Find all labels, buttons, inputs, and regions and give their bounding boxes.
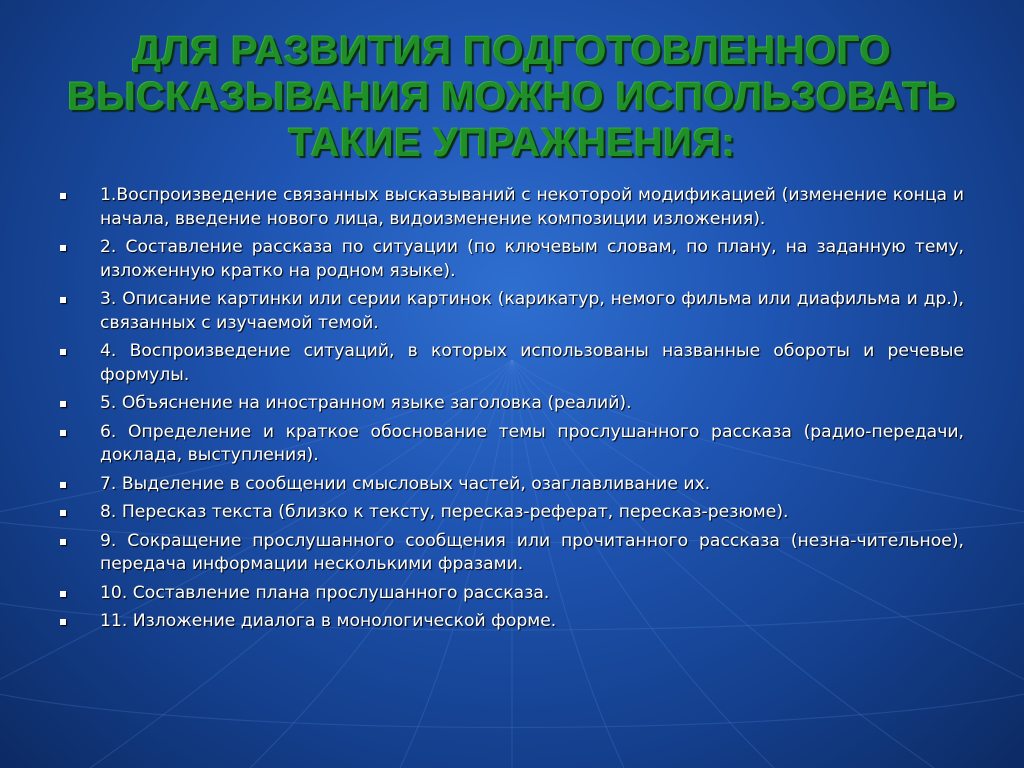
square-bullet-icon xyxy=(60,619,66,625)
square-bullet-icon xyxy=(60,401,66,407)
square-bullet-icon xyxy=(60,245,66,251)
list-item-text: 2. Составление рассказа по ситуации (по ключевым словам, по плану, на заданную тему, изложенную кратко на родном языке). xyxy=(100,237,964,281)
square-bullet-icon xyxy=(60,430,66,436)
list-item xyxy=(60,501,964,525)
list-item xyxy=(60,236,964,283)
list-item xyxy=(60,610,964,634)
list-item-text: 11. Изложение диалога в монологической форме. xyxy=(100,611,557,631)
list-item xyxy=(60,340,964,387)
title-line-1: ДЛЯ РАЗВИТИЯ ПОДГОТОВЛЕННОГО xyxy=(132,29,892,73)
list-item-text: 4. Воспроизведение ситуаций, в которых использованы названные обороты и речевые формулы. xyxy=(100,341,964,385)
list-item-text: 7. Выделение в сообщении смысловых частей, озаглавливание их. xyxy=(100,473,711,494)
list-item xyxy=(60,184,964,231)
square-bullet-icon xyxy=(60,193,66,199)
list-item-text: 5. Объяснение на иностранном языке заголовка (реалий). xyxy=(100,393,632,413)
title-line-2: ВЫСКАЗЫВАНИЯ МОЖНО ИСПОЛЬЗОВАТЬ xyxy=(67,75,957,119)
square-bullet-icon xyxy=(60,591,66,597)
list-item xyxy=(60,530,964,577)
list-item-text: 1.Воспроизведение связанных высказываний с некоторой модификацией (изменение конца и начала, введение нового лица, видоизменение композиции изложения). xyxy=(100,185,964,229)
list-item-text: 8. Пересказ текста (близко к тексту, пересказ-реферат, пересказ-резюме). xyxy=(100,502,789,522)
square-bullet-icon xyxy=(60,482,66,488)
list-item xyxy=(60,392,964,416)
list-item xyxy=(60,288,964,335)
square-bullet-icon xyxy=(60,349,66,355)
list-item-text: 10. Составление плана прослушанного рассказа. xyxy=(100,582,550,603)
square-bullet-icon xyxy=(60,539,66,545)
title-line-3: ТАКИЕ УПРАЖНЕНИЯ: xyxy=(288,121,736,165)
list-item-text: 6. Определение и краткое обоснование темы прослушанного рассказа (радио-передачи, доклада, выступления). xyxy=(100,421,964,465)
slide-title xyxy=(40,28,984,166)
list-item-text: 9. Сокращение прослушанного сообщения или прочитанного рассказа (незна-чительное), передача информации несколькими фразами. xyxy=(100,530,964,574)
square-bullet-icon xyxy=(60,297,66,303)
list-item xyxy=(60,421,964,468)
list-item xyxy=(60,473,964,497)
list-item-text: 3. Описание картинки или серии картинок (карикатур, немого фильма или диафильма и др.), связанных с изучаемой темой. xyxy=(100,289,964,333)
square-bullet-icon xyxy=(60,510,66,516)
list-item xyxy=(60,582,964,606)
exercise-list xyxy=(60,184,964,639)
